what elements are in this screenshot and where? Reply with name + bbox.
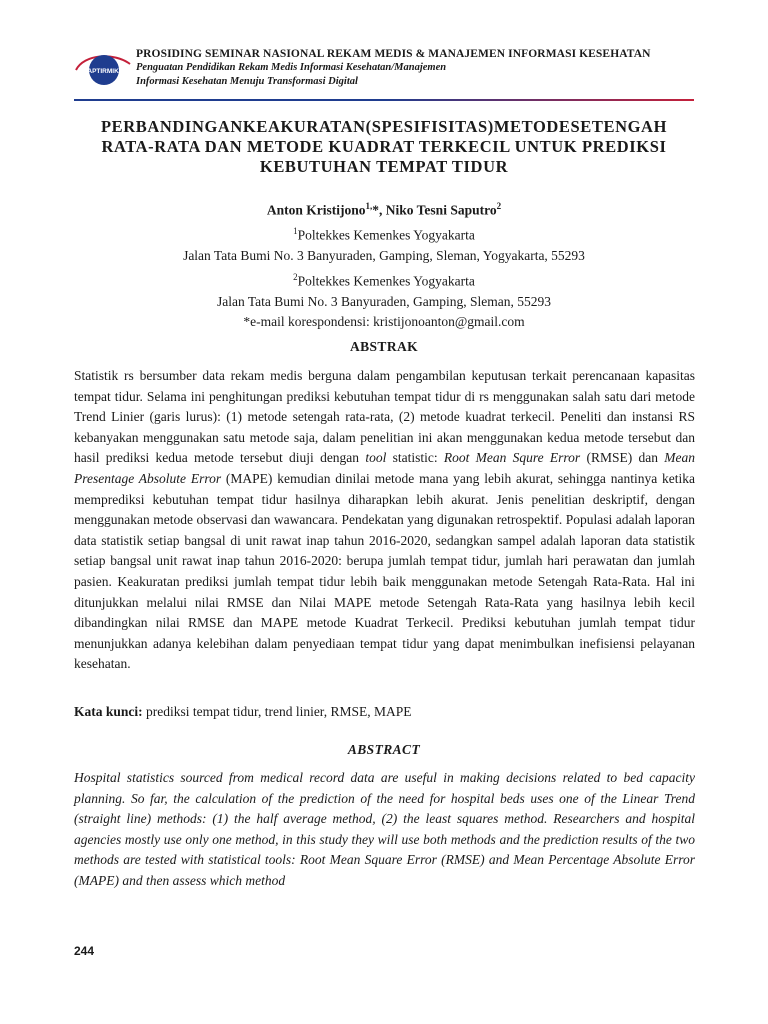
abstrak-heading: ABSTRAK xyxy=(349,339,419,354)
author-block xyxy=(74,196,694,333)
author-1-sup: 1, xyxy=(365,201,373,211)
proceedings-subtitle-1: Penguatan Pendidikan Rekam Medis Informasi Kesehatan/Manajemen xyxy=(136,62,447,73)
abstrak-text-3: (RMSE) dan xyxy=(580,450,665,466)
keywords-label: Kata kunci: xyxy=(74,704,143,719)
author-2: Niko Tesni Saputro xyxy=(385,202,497,218)
logo-text: APTIRMIKI xyxy=(87,68,121,75)
affiliation-2-address: Jalan Tata Bumi No. 3 Banyuraden, Gamping, Sleman, 55293 xyxy=(217,293,551,309)
affiliation-2-sup: 2 xyxy=(293,271,298,282)
aptirmiki-logo xyxy=(74,50,132,90)
affiliation-1-name: Poltekkes Kemenkes Yogyakarta xyxy=(297,227,475,243)
affiliation-2-name: Poltekkes Kemenkes Yogyakarta xyxy=(297,273,475,289)
author-1: Anton Kristijono xyxy=(266,202,366,218)
keywords-list: prediksi tempat tidur, trend linier, RMSE, MAPE xyxy=(142,704,412,719)
affiliation-1 xyxy=(74,221,694,246)
title-line-3: KEBUTUHAN TEMPAT TIDUR xyxy=(259,157,509,176)
abstrak-rmse-term: Root Mean Squre Error xyxy=(443,450,581,466)
correspondence-email: *e-mail korespondensi: kristijonoanton@gmail.com xyxy=(243,314,525,330)
affiliation-1-address: Jalan Tata Bumi No. 3 Banyuraden, Gamping, Sleman, Yogyakarta, 55293 xyxy=(183,248,585,264)
proceedings-subtitle-2: Informasi Kesehatan Menuju Transformasi Digital xyxy=(136,76,358,87)
page-number: 244 xyxy=(74,944,95,958)
abstract-heading: ABSTRACT xyxy=(347,742,421,757)
author-2-sup: 2 xyxy=(496,201,502,211)
keywords xyxy=(74,704,695,720)
proceedings-title: PROSIDING SEMINAR NASIONAL REKAM MEDIS & MANAJEMEN INFORMASI KESEHATAN xyxy=(136,48,651,60)
abstract-body: Hospital statistics sourced from medical record data are useful in making decisions related to bed capacity planning. So far, the calculation of the prediction of the need for hospital beds uses one of the Linear Trend (straight line) methods: (1) the half average method, (2) the least squares method. Researchers and hospital agencies mostly use only one method, in this study they will use both methods and the prediction results of the two methods are tested with statistical tools: Root Mean Square Error (RMSE) and Mean Percentage Absolute Error (MAPE) and then assess which method xyxy=(74,770,695,888)
page-header xyxy=(74,48,696,100)
title-line-2: RATA-RATA DAN METODE KUADRAT TERKECIL UNTUK PREDIKSI xyxy=(101,137,667,156)
affiliation-2 xyxy=(74,267,694,292)
abstrak-text-2: statistic: xyxy=(386,450,444,466)
corresponding-mark: *, xyxy=(372,202,386,218)
abstrak-tool-term: tool xyxy=(365,450,387,466)
affiliation-1-sup: 1 xyxy=(293,226,298,237)
header-text xyxy=(136,48,651,89)
abstrak-body xyxy=(74,366,695,675)
paper-title xyxy=(74,117,694,177)
author-line xyxy=(74,196,694,221)
abstrak-text-4: (MAPE) kemudian dinilai metode mana yang lebih akurat, sehingga nantinya ketika memprediksi kebutuhan tempat tidur hasilnya diharapkan lebih akurat. Jenis penelitian deskriptif, dengan menggunakan metode observasi dan wawancara. Pendekatan yang digunakan retrospektif. Populasi adalah laporan data statistik setiap bangsal di unit rawat inap tahun 2016-2020, sedangkan sampel adalah laporan data statistik setiap bangsal unit rawat inap tahun 2016-2020: berupa jumlah tempat tidur, jumlah hari perawatan dan jumlah pasien. Keakuratan prediksi jumlah tempat tidur lebih baik menggunakan metode Setengah Rata-Rata. Hal ini ditunjukkan melalui nilai RMSE dan Nilai MAPE metode Setengah Rata-Rata yang hasilnya lebih kecil dibandingkan nilai RMSE dan MAPE metode Kuadrat Terkecil. Prediksi kebutuhan jumlah tempat tidur menunjukkan adanya kelebihan dalam penyediaan tempat tidur yang dapat menimbulkan inefisiensi pelayanan kesehatan. xyxy=(74,470,695,672)
header-divider xyxy=(74,99,694,101)
abstrak-text-1: Statistik rs bersumber data rekam medis berguna dalam pengambilan keputusan terkait perencanaan kapasitas tempat tidur. Selama ini penghitungan prediksi kebutuhan tempat tidur di rs menggunakan salah satu dari metode Trend Linier (garis lurus): (1) metode setengah rata-rata, (2) metode kuadrat terkecil. Peneliti dan instansi RS kebanyakan menggunakan satu metode saja, dalam penelitian ini akan menggunakan kedua metode tersebut dan hasil prediksi kedua metode tersebut diuji dengan xyxy=(74,368,695,466)
title-line-1: PERBANDINGANKEAKURATAN(SPESIFISITAS)METODESETENGAH xyxy=(100,117,668,136)
abstrak-mape-term: Mean Presentage Absolute Error xyxy=(74,450,695,486)
